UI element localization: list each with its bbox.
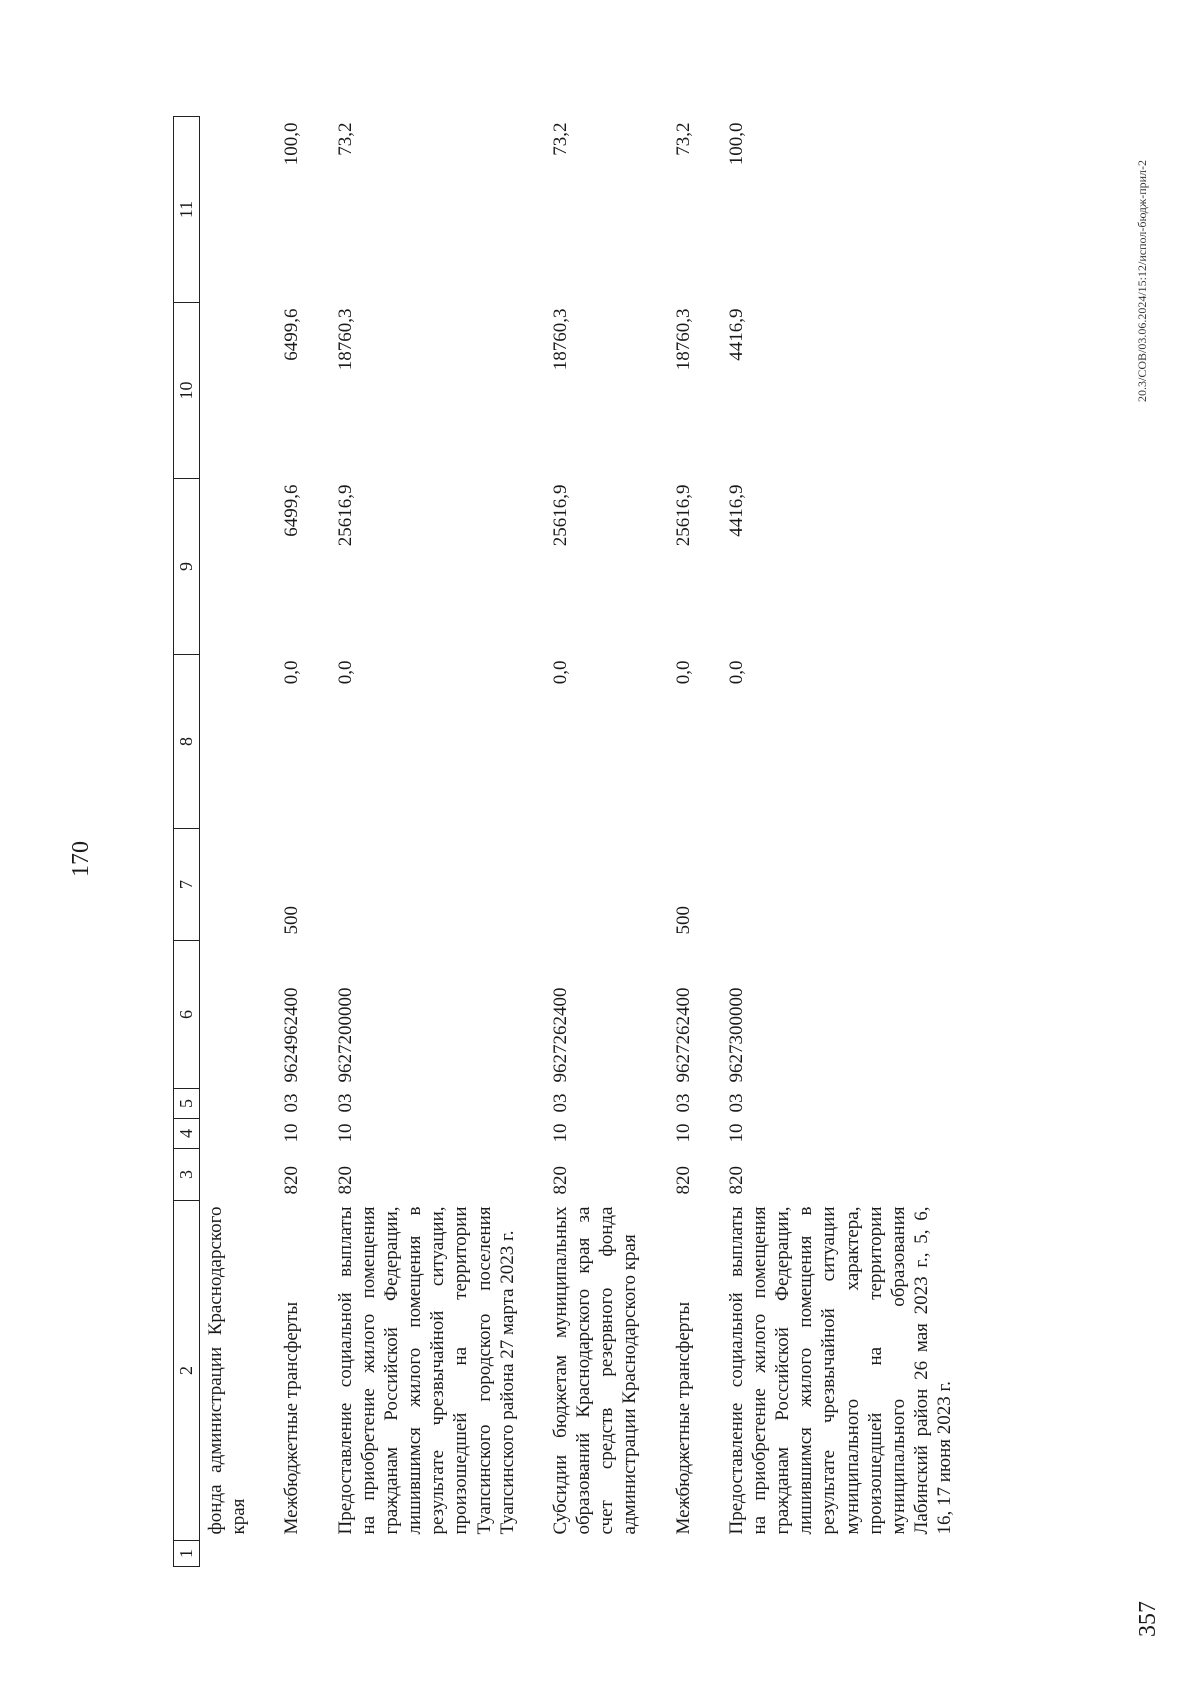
cell-subsection: 03 bbox=[281, 1093, 303, 1113]
cell-value-10: 18760,3 bbox=[334, 308, 356, 371]
col-header-11: 11 bbox=[174, 117, 200, 303]
cell-type bbox=[545, 829, 668, 941]
cell-percent: 100,0 bbox=[725, 122, 747, 166]
table-row bbox=[330, 117, 545, 1567]
table-row bbox=[721, 117, 957, 1567]
budget-table bbox=[173, 116, 956, 1567]
cell-value-10: 18760,3 bbox=[672, 308, 694, 371]
cell-type bbox=[330, 829, 545, 941]
row-description: Предоставление социальной выплаты на приобретение жилого помещения гражданам Российской Федерации, лишившимся жилого помещения в результате чрезвычайной ситуации, произошедшей на территории Туапсинского городского поселения Туапсинского района 27 марта 2023 г. bbox=[334, 1206, 518, 1535]
sheet-number: 357 bbox=[1135, 1601, 1161, 1637]
col-header-6: 6 bbox=[174, 941, 200, 1089]
cell-value-10: 4416,9 bbox=[725, 308, 747, 361]
col-header-3: 3 bbox=[174, 1149, 200, 1201]
row-description: Предоставление социальной выплаты на приобретение жилого помещения гражданам Российской Федерации, лишившимся жилого помещения в результате чрезвычайной ситуации муниципального характера, произошедшей на территории муниципального образования Лабинский район 26 мая 2023 г., 5, 6, 16, 17 июня 2023 г. bbox=[725, 1206, 956, 1535]
cell-subsection: 03 bbox=[334, 1093, 356, 1113]
cell-section: 10 bbox=[725, 1123, 747, 1143]
cell-value-8: 0,0 bbox=[725, 660, 747, 685]
col-header-4: 4 bbox=[174, 1119, 200, 1149]
cell-value-9: 25616,9 bbox=[672, 484, 694, 547]
page-number: 170 bbox=[68, 841, 94, 877]
row-description: Межбюджетные трансферты bbox=[672, 1301, 694, 1535]
cell-value-9: 6499,6 bbox=[281, 484, 303, 537]
cell-percent: 73,2 bbox=[334, 122, 356, 156]
cell-code: 820 bbox=[281, 1166, 303, 1195]
cell-target: 9627300000 bbox=[725, 987, 747, 1083]
cell-value-8: 0,0 bbox=[672, 660, 694, 685]
cell-value-8: 0,0 bbox=[549, 660, 571, 685]
cell-percent: 100,0 bbox=[281, 122, 303, 166]
table-row bbox=[668, 117, 721, 1567]
cell-value-9: 4416,9 bbox=[725, 484, 747, 537]
cell-code: 820 bbox=[549, 1166, 571, 1195]
col-header-8: 8 bbox=[174, 655, 200, 829]
cell-value-10: 6499,6 bbox=[281, 308, 303, 361]
cell-target: 9627262400 bbox=[549, 987, 571, 1083]
cell-type: 500 bbox=[672, 906, 694, 935]
cell-section: 10 bbox=[334, 1123, 356, 1143]
header-row bbox=[174, 117, 200, 1567]
col-header-5: 5 bbox=[174, 1089, 200, 1119]
cell-subsection: 03 bbox=[725, 1093, 747, 1113]
footer-stamp: 20.3/СОВ/03.06.2024/15:12/испол-бюдж-прил-2 bbox=[1135, 159, 1149, 402]
cell-value-9: 25616,9 bbox=[334, 484, 356, 547]
row-description: Межбюджетные трансферты bbox=[281, 1301, 303, 1535]
cell-type: 500 bbox=[281, 906, 303, 935]
row-description: Субсидии бюджетам муниципальных образований Краснодарского края за счет средств резервного фонда администрации Краснодарского края bbox=[549, 1206, 641, 1535]
cell-type bbox=[721, 829, 957, 941]
col-header-9: 9 bbox=[174, 479, 200, 655]
cell-subsection: 03 bbox=[672, 1093, 694, 1113]
cell-section: 10 bbox=[549, 1123, 571, 1143]
cell-percent: 73,2 bbox=[549, 122, 571, 156]
cell-section: 10 bbox=[281, 1123, 303, 1143]
col-header-2: 2 bbox=[174, 1201, 200, 1541]
cell-value-8: 0,0 bbox=[334, 660, 356, 685]
cell-target: 9627200000 bbox=[334, 987, 356, 1083]
cell-percent: 73,2 bbox=[672, 122, 694, 156]
cell-value-9: 25616,9 bbox=[549, 484, 571, 547]
cell-code: 820 bbox=[672, 1166, 694, 1195]
col-header-10: 10 bbox=[174, 303, 200, 479]
col-header-1: 1 bbox=[174, 1541, 200, 1567]
cell-code: 820 bbox=[725, 1166, 747, 1195]
cell-value-10: 18760,3 bbox=[549, 308, 571, 371]
cell-target: 9627262400 bbox=[672, 987, 694, 1083]
cell-section: 10 bbox=[672, 1123, 694, 1143]
row-description: фонда администрации Краснодарского края bbox=[205, 1206, 250, 1535]
col-header-7: 7 bbox=[174, 829, 200, 941]
cell-target: 9624962400 bbox=[281, 987, 303, 1083]
table-row bbox=[545, 117, 668, 1567]
table-row bbox=[200, 117, 277, 1567]
cell-value-8: 0,0 bbox=[281, 660, 303, 685]
cell-code: 820 bbox=[334, 1166, 356, 1195]
cell-subsection: 03 bbox=[549, 1093, 571, 1113]
table-row bbox=[276, 117, 329, 1567]
